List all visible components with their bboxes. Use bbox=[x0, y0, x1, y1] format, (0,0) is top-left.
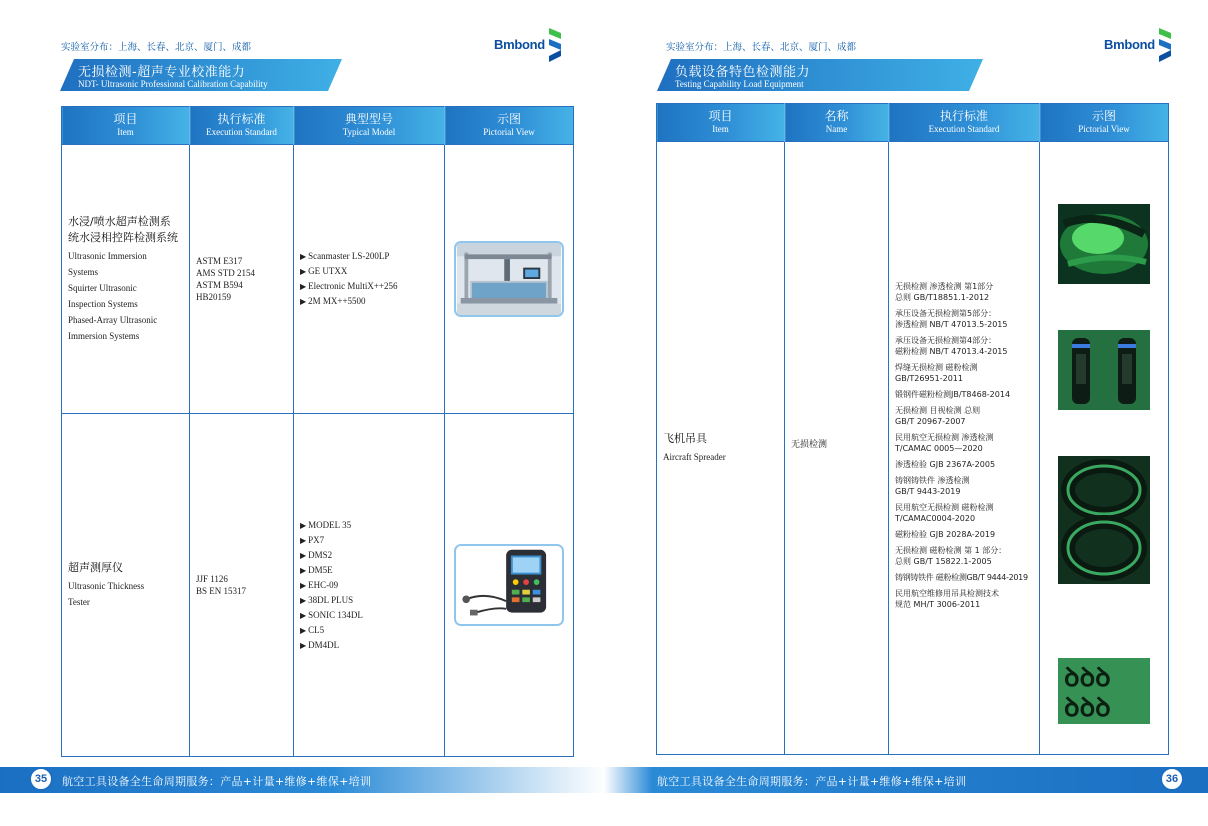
calibration-table bbox=[61, 106, 574, 757]
standard-entry: 锻钢件磁粉检测JB/T8468-2014 bbox=[895, 390, 1011, 399]
section-banner bbox=[60, 59, 342, 91]
column-header-picture: 示图 Pictorial View bbox=[1040, 104, 1169, 142]
standard-entry: 民用航空无损检测 渗透检测 T/CAMAC 0005—2020 bbox=[895, 433, 994, 453]
column-header-standard: 执行标准 Execution Standard bbox=[190, 107, 294, 145]
triangle-bullet-icon: ▶ bbox=[300, 625, 307, 635]
standard-entry: HB20159 bbox=[196, 292, 232, 302]
picture-cell bbox=[1040, 142, 1169, 755]
standard-entry: 铸钢铸铁件 渗透检测 GB/T 9443-2019 bbox=[895, 476, 970, 496]
column-header-item: 项目 Item bbox=[657, 104, 785, 142]
item-title-en: Inspection Systems bbox=[68, 299, 138, 309]
thickness-gauge-photo bbox=[454, 544, 564, 626]
penetrant-test-photo-1 bbox=[1058, 204, 1150, 284]
triangle-bullet-icon: ▶ bbox=[300, 520, 307, 530]
name-cell bbox=[785, 142, 889, 755]
triangle-bullet-icon: ▶ bbox=[300, 565, 307, 575]
standard-entry: 无损检测 目视检测 总则 GB/T 20967-2007 bbox=[895, 406, 981, 426]
item-title-cn: 飞机吊具 bbox=[663, 432, 707, 445]
standard-entry: 无损检测 磁粉检测 第 1 部分： 总则 GB/T 15822.1-2005 bbox=[895, 546, 1007, 566]
standard-entry: 承压设备无损检测第4部分： 磁粉检测 NB/T 47013.4-2015 bbox=[895, 336, 1008, 356]
standard-entry: 焊缝无损检测 磁粉检测 GB/T26951-2011 bbox=[895, 363, 978, 383]
footer-bar bbox=[604, 767, 1208, 793]
model-cell bbox=[294, 414, 445, 757]
triangle-bullet-icon: ▶ bbox=[300, 595, 307, 605]
model-entry: ▶ EHC-09 bbox=[300, 579, 339, 590]
penetrant-test-photo-2 bbox=[1058, 330, 1150, 410]
model-entry: ▶ CL5 bbox=[300, 624, 325, 635]
model-entry: ▶ MODEL 35 bbox=[300, 519, 352, 530]
column-header-standard: 执行标准 Execution Standard bbox=[889, 104, 1040, 142]
column-header-name: 名称 Name bbox=[785, 104, 889, 142]
model-entry: ▶ DM4DL bbox=[300, 639, 340, 650]
brand-logo bbox=[1104, 26, 1184, 64]
section-subtitle: Testing Capability Load Equipment bbox=[675, 79, 804, 89]
triangle-bullet-icon: ▶ bbox=[300, 252, 307, 261]
right-page bbox=[604, 0, 1208, 826]
model-entry: ▶ SONIC 134DL bbox=[300, 609, 363, 620]
brand-name: Bmbond bbox=[494, 37, 545, 52]
standard-entry: 铸钢铸铁件 磁粉检测GB/T 9444-2019 bbox=[895, 573, 1028, 582]
page-number: 35 bbox=[29, 767, 53, 791]
triangle-bullet-icon: ▶ bbox=[300, 297, 307, 306]
standard-cell bbox=[190, 145, 294, 414]
standard-cell bbox=[190, 414, 294, 757]
section-title: 无损检测-超声专业校准能力 bbox=[78, 65, 246, 80]
item-title-en: Ultrasonic Immersion bbox=[68, 251, 147, 261]
item-title-cn: 超声测厚仪 bbox=[68, 561, 123, 574]
section-subtitle: NDT- Ultrasonic Professional Calibration Capability bbox=[78, 79, 268, 89]
model-entry: ▶ DM5E bbox=[300, 564, 333, 575]
standard-entry: JJF 1126 bbox=[196, 574, 228, 584]
model-entry: ▶ 2M MX++5500 bbox=[300, 296, 366, 306]
item-cell bbox=[62, 145, 190, 414]
triangle-bullet-icon: ▶ bbox=[300, 640, 307, 650]
svg-text:ꝺꝺꝺ: ꝺꝺꝺ bbox=[1064, 663, 1111, 693]
triangle-bullet-icon: ▶ bbox=[300, 550, 307, 560]
section-title: 负载设备特色检测能力 bbox=[675, 65, 811, 80]
table-header-row bbox=[62, 107, 574, 145]
triangle-bullet-icon: ▶ bbox=[300, 282, 307, 291]
immersion-system-photo bbox=[454, 241, 564, 317]
standard-entry: ASTM E317 bbox=[196, 256, 243, 266]
item-cell bbox=[62, 414, 190, 757]
section-banner bbox=[657, 59, 983, 91]
item-title-en: Ultrasonic Thickness bbox=[68, 581, 145, 591]
model-entry: ▶ PX7 bbox=[300, 534, 325, 545]
item-title-en: Tester bbox=[68, 597, 90, 607]
standard-entry: 承压设备无损检测第5部分： 渗透检测 NB/T 47013.5-2015 bbox=[895, 309, 1008, 329]
item-title-en: Squirter Ultrasonic bbox=[68, 283, 137, 293]
table-row bbox=[62, 145, 574, 414]
page-number: 36 bbox=[1160, 767, 1184, 791]
magnetic-particle-photo bbox=[1058, 456, 1150, 584]
item-title-en: Systems bbox=[68, 267, 99, 277]
standard-entry: 民用航空无损检测 磁粉检测 T/CAMAC0004-2020 bbox=[895, 503, 994, 523]
triangle-bullet-icon: ▶ bbox=[300, 580, 307, 590]
picture-cell bbox=[445, 145, 574, 414]
standard-entry: BS EN 15317 bbox=[196, 586, 247, 596]
item-title-cn: 水浸/喷水超声检测系统水浸相控阵检测系统 bbox=[68, 215, 178, 244]
load-equipment-table bbox=[656, 103, 1169, 755]
labs-distribution: 实验室分布：上海、长春、北京、厦门、成都 bbox=[61, 42, 252, 53]
marking-inspection-photo bbox=[1058, 658, 1150, 724]
item-title-en: Immersion Systems bbox=[68, 331, 140, 341]
brand-name: Bmbond bbox=[1104, 37, 1155, 52]
item-title-en: Aircraft Spreader bbox=[663, 452, 726, 462]
item-title-en: Phased-Array Ultrasonic bbox=[68, 315, 158, 325]
footer-slogan: 航空工具设备全生命周期服务：产品+计量+维修+维保+培训 bbox=[62, 775, 372, 788]
standard-entry: 民用航空维修用吊具检测技术 规范 MH/T 3006-2011 bbox=[895, 589, 999, 609]
standard-entry: 磁粉检验 GJB 2028A-2019 bbox=[895, 530, 996, 539]
brand-logo-mark-icon bbox=[1157, 26, 1175, 64]
column-header-picture: 示图 Pictorial View bbox=[445, 107, 574, 145]
column-header-item: 项目 Item bbox=[62, 107, 190, 145]
model-entry: ▶ 38DL PLUS bbox=[300, 594, 354, 605]
picture-cell bbox=[445, 414, 574, 757]
triangle-bullet-icon: ▶ bbox=[300, 610, 307, 620]
triangle-bullet-icon: ▶ bbox=[300, 267, 307, 276]
standard-cell bbox=[889, 142, 1040, 755]
table-row bbox=[657, 142, 1169, 755]
labs-distribution: 实验室分布：上海、长春、北京、厦门、成都 bbox=[666, 42, 857, 53]
table-row bbox=[62, 414, 574, 757]
model-entry: ▶ Scanmaster LS-200LP bbox=[300, 251, 390, 261]
standard-entry: 渗透检验 GJB 2367A-2005 bbox=[895, 460, 996, 469]
column-header-model: 典型型号 Typical Model bbox=[294, 107, 445, 145]
test-name: 无损检测 bbox=[791, 440, 828, 450]
standard-entry: 无损检测 渗透检测 第1部分 总则 GB/T18851.1-2012 bbox=[895, 282, 994, 302]
footer-bar bbox=[0, 767, 604, 793]
standard-entry: ASTM B594 bbox=[196, 280, 243, 290]
model-entry: ▶ DMS2 bbox=[300, 549, 333, 560]
model-entry: ▶ GE UTXX bbox=[300, 266, 348, 276]
triangle-bullet-icon: ▶ bbox=[300, 535, 307, 545]
footer-slogan: 航空工具设备全生命周期服务：产品+计量+维修+维保+培训 bbox=[657, 775, 967, 788]
model-cell bbox=[294, 145, 445, 414]
standard-entry: AMS STD 2154 bbox=[196, 268, 256, 278]
model-entry: ▶ Electronic MultiX++256 bbox=[300, 281, 398, 291]
svg-text:ꝺꝺꝺ: ꝺꝺꝺ bbox=[1064, 693, 1111, 723]
brand-logo-mark-icon bbox=[547, 26, 565, 64]
table-header-row bbox=[657, 104, 1169, 142]
brand-logo bbox=[494, 26, 574, 64]
item-cell bbox=[657, 142, 785, 755]
